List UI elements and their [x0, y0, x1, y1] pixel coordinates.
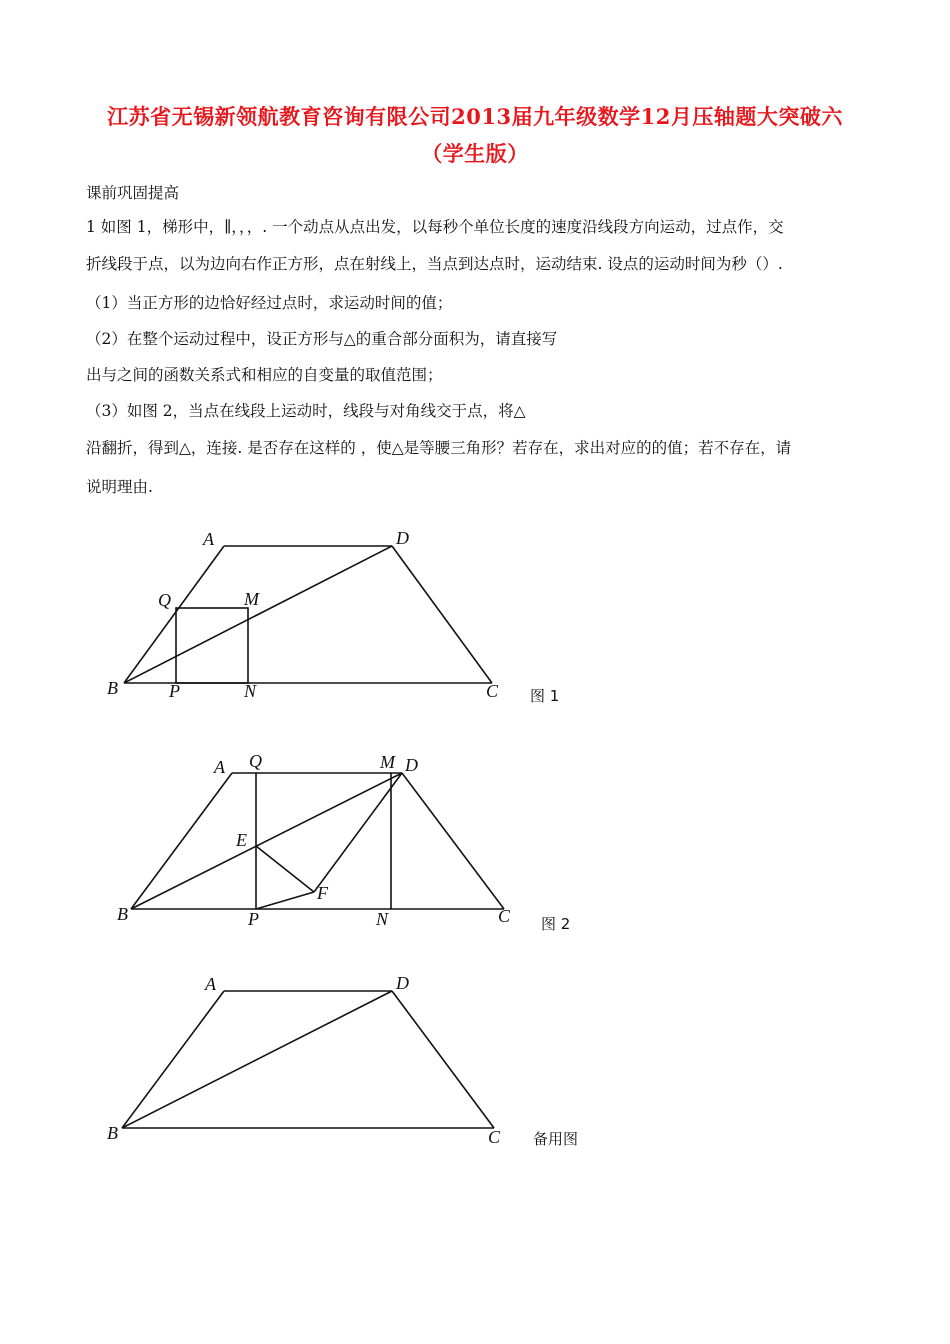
problem-line-3: （1）当正方形的边恰好经过点时，求运动时间的值；: [86, 294, 453, 312]
label-m: M: [244, 589, 259, 609]
label-a: A: [203, 529, 214, 549]
section-heading: 课前巩固提高: [86, 184, 180, 202]
document-title: 江苏省无锡新领航教育咨询有限公司2013届九年级数学12月压轴题大突破六: [107, 104, 843, 129]
label-n: N: [376, 909, 389, 929]
label-b: B: [117, 904, 128, 924]
diagonal-bd: [124, 546, 392, 683]
label-a: A: [205, 974, 216, 994]
segment-dc: [392, 991, 494, 1128]
problem-line-1: 1 如图 1，梯形中，∥，，，. 一个动点从点出发，以每秒个单位长度的速度沿线段方向运动，过点作，交: [86, 218, 784, 236]
label-c: C: [486, 681, 499, 701]
label-c: C: [498, 906, 511, 926]
label-m: M: [380, 752, 395, 772]
document-subtitle: （学生版）: [421, 141, 529, 166]
label-p: P: [248, 909, 259, 929]
square-pnmq: [176, 608, 248, 683]
segment-fm: [314, 773, 402, 892]
figure-3: [107, 973, 578, 1148]
figure-1: [107, 528, 559, 705]
label-q: Q: [249, 751, 262, 771]
segment-ab: [122, 991, 224, 1128]
label-f: F: [317, 883, 328, 903]
label-b: B: [107, 678, 118, 698]
figure-2-caption: 图 2: [541, 915, 571, 933]
problem-line-7: 沿翻折，得到△，连接. 是否存在这样的 ，使△是等腰三角形？若存在，求出对应的的值；若不存在，请: [86, 439, 792, 457]
segment-ab: [131, 773, 232, 909]
problem-line-8: 说明理由.: [86, 478, 153, 496]
segment-dc: [392, 546, 492, 683]
problem-line-2: 折线段于点，以为边向右作正方形，点在射线上，当点到达点时，运动结束. 设点的运动时间为秒（）.: [86, 255, 783, 273]
segment-pf: [256, 892, 314, 909]
diagonal-bd: [131, 773, 402, 909]
segment-ab: [124, 546, 224, 683]
label-d: D: [396, 973, 409, 993]
figure-1-caption: 图 1: [530, 687, 560, 705]
segment-dc: [402, 773, 504, 909]
diagonal-bd: [122, 991, 392, 1128]
figure-3-caption: 备用图: [533, 1130, 579, 1148]
label-b: B: [107, 1123, 118, 1143]
segment-ef: [256, 846, 314, 892]
problem-line-5: 出与之间的函数关系式和相应的自变量的取值范围；: [86, 366, 443, 384]
figure-2: [117, 751, 570, 933]
problem-line-6: （3）如图 2，当点在线段上运动时，线段与对角线交于点，将△: [86, 402, 526, 420]
label-q: Q: [158, 590, 171, 610]
label-c: C: [488, 1127, 501, 1147]
label-d: D: [405, 755, 418, 775]
label-e: E: [236, 830, 247, 850]
problem-line-4: （2）在整个运动过程中，设正方形与△的重合部分面积为，请直接写: [86, 330, 558, 348]
label-d: D: [396, 528, 409, 548]
label-p: P: [169, 681, 180, 701]
label-n: N: [244, 681, 257, 701]
label-a: A: [214, 757, 225, 777]
